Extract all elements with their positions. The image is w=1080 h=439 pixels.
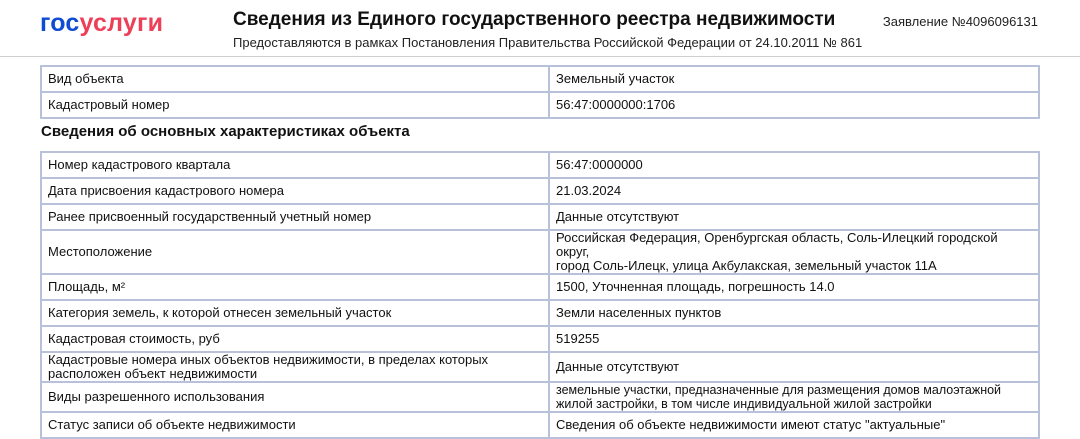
row-value: [549, 230, 1039, 274]
row-value: Сведения об объекте недвижимости имеют статус "актуальные": [549, 412, 1039, 438]
row-value: 519255: [549, 326, 1039, 352]
value-line: жилой застройки, в том числе индивидуальной жилой застройки: [556, 397, 932, 411]
value-line: земельные участки, предназначенные для размещения домов малоэтажной: [556, 383, 1002, 397]
table-row: [41, 92, 1039, 118]
row-value: Земли населенных пунктов: [549, 300, 1039, 326]
row-label: Номер кадастрового квартала: [41, 152, 549, 178]
table-row: [41, 204, 1039, 230]
row-label: Статус записи об объекте недвижимости: [41, 412, 549, 438]
table-row: [41, 326, 1039, 352]
object-info-table: [40, 65, 1040, 119]
logo-text-part1: гос: [40, 9, 80, 37]
gosuslugi-logo[interactable]: [40, 9, 163, 38]
table-row: [41, 230, 1039, 274]
table-row: [41, 274, 1039, 300]
row-label: Ранее присвоенный государственный учетный номер: [41, 204, 549, 230]
value-line: город Соль-Илецк, улица Акбулакская, земельный участок 11А: [556, 258, 937, 273]
label-line: Кадастровые номера иных объектов недвижимости, в пределах которых: [48, 352, 489, 367]
characteristics-table: [40, 151, 1040, 439]
row-label: Площадь, м²: [41, 274, 549, 300]
table-row: [41, 300, 1039, 326]
row-label: [41, 352, 549, 382]
table-row: [41, 352, 1039, 382]
row-label: Местоположение: [41, 230, 549, 274]
row-value: 21.03.2024: [549, 178, 1039, 204]
page-title: Сведения из Единого государственного реестра недвижимости: [233, 9, 836, 30]
section-title: Сведения об основных характеристиках объекта: [41, 123, 410, 140]
table-row: [41, 412, 1039, 438]
logo-text-part2: услуги: [79, 9, 164, 37]
row-label: Дата присвоения кадастрового номера: [41, 178, 549, 204]
row-value: 56:47:0000000:1706: [549, 92, 1039, 118]
value-line: Российская Федерация, Оренбургская область, Соль-Илецкий городской округ,: [556, 230, 998, 259]
row-value: 1500, Уточненная площадь, погрешность 14.0: [549, 274, 1039, 300]
page-subtitle: Предоставляются в рамках Постановления Правительства Российской Федерации от 24.10.2011 № 861: [233, 35, 863, 50]
row-value: 56:47:0000000: [549, 152, 1039, 178]
table-row: [41, 66, 1039, 92]
row-value: Данные отсутствуют: [549, 352, 1039, 382]
label-line: расположен объект недвижимости: [48, 366, 258, 381]
table-row: [41, 152, 1039, 178]
row-value: Данные отсутствуют: [549, 204, 1039, 230]
row-label: Категория земель, к которой отнесен земельный участок: [41, 300, 549, 326]
row-value: Земельный участок: [549, 66, 1039, 92]
row-label: Вид объекта: [41, 66, 549, 92]
table-row: [41, 178, 1039, 204]
row-value: [549, 382, 1039, 412]
page-header: [0, 0, 1080, 57]
row-label: Кадастровая стоимость, руб: [41, 326, 549, 352]
row-label: Виды разрешенного использования: [41, 382, 549, 412]
table-row: [41, 382, 1039, 412]
application-number: Заявление №4096096131: [882, 14, 1038, 29]
row-label: Кадастровый номер: [41, 92, 549, 118]
